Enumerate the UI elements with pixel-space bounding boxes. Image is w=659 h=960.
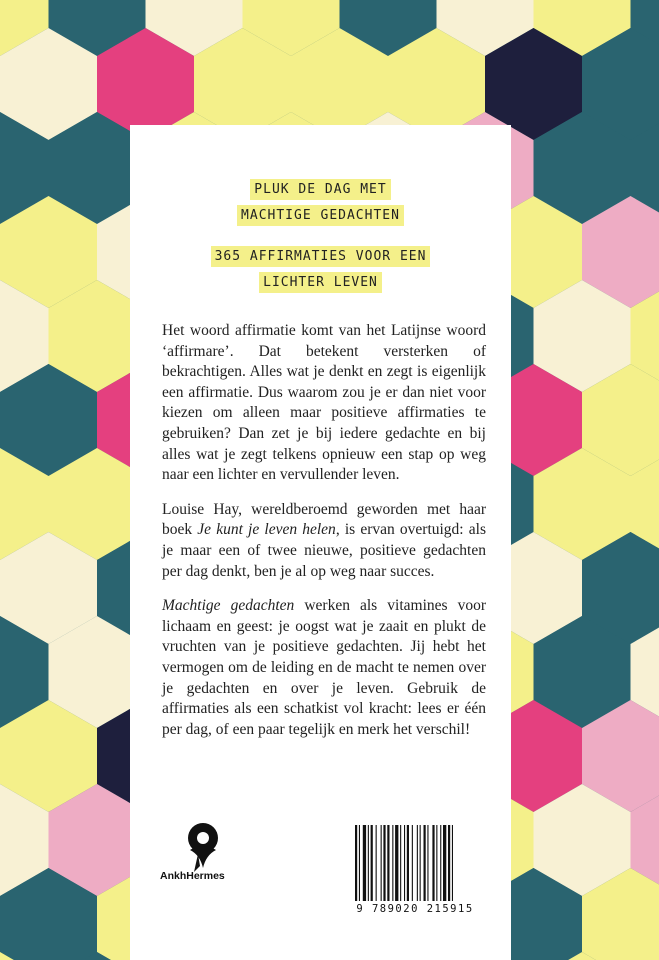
barcode [351,825,491,901]
barcode-bar [395,825,398,901]
barcode-bar [387,825,389,901]
barcode-bar [424,825,426,901]
barcode-bar [432,825,434,901]
barcode-bar [392,825,393,901]
book-title-reference: Je kunt je leven helen [197,521,336,539]
blurb-text [162,321,486,754]
barcode-bar [363,825,366,901]
blurb-paragraph-1: Het woord affirmatie komt van het Latijnse woord ‘affirmare’. Dat betekent versterken of bekrachtigen. Alles wat je denkt en zegt is eigenlijk een affirmatie. Dus waarom zou je er dan niet voor kiezen om alleen maar positieve affirmaties te gebruiken? Dan zet je bij iedere gedachte en bij alles wat je zegt telkens opnieuw een stap op weg naar een lichter en vervullender leven. [162,322,486,484]
barcode-bar [420,825,421,901]
back-cover-text-panel [130,125,511,960]
subtitle-line-2-text: LICHTER LEVEN [259,272,382,293]
isbn-number: 9 789020 215915 [356,903,474,915]
blurb-paragraph-3 [162,596,486,740]
subtitle-line-1-text: 365 AFFIRMATIES VOOR EEN [211,246,431,267]
headline-line-1 [130,177,511,203]
subtitle-line-1 [130,244,511,270]
barcode-bar [412,825,413,901]
barcode-bar [452,825,453,901]
book-title-italic: Machtige gedachten [162,597,295,615]
barcode-bar [400,825,401,901]
barcode-bar [355,825,357,901]
subtitle-line-2 [130,270,511,296]
blurb-p3-rest: werken als vitamines voor lichaam en geest: je oogst wat je zaait en plukt de vruchten van je positieve gedachten. Jij hebt het vermogen om de leiding en de macht te nemen over je gedachten en over je leven. Gebruik de affirmaties als een schatkist vol kracht: lees er één per dag, of een paar tegelijk en merk het verschil! [162,597,486,738]
barcode-bar [443,825,446,901]
barcode-bar [359,825,360,901]
blurb-p2-start: Louise Hay, wereldberoemd geworden met haar boek [162,500,486,539]
publisher-name: AnkhHermes [160,870,225,882]
barcode-bar [417,825,418,901]
barcode-bar [404,825,405,901]
barcode-bar [427,825,428,901]
barcode-bar [383,825,385,901]
headline-line-2 [130,203,511,229]
barcode-bar [407,825,409,901]
blurb-paragraph-2 [162,500,486,582]
barcode-bar [440,825,441,901]
barcode-bar [371,825,373,901]
barcode-bar [436,825,437,901]
barcode-bar [368,825,369,901]
headline-line-1-text: PLUK DE DAG MET [250,179,390,200]
headline-line-2-text: MACHTIGE GEDACHTEN [237,205,404,226]
blurb-p2-end: , is ervan overtuigd: als je maar een of twee nieuwe, positieve gedachten per dag denkt, ben je al op weg naar succes. [162,521,486,580]
barcode-bar [381,825,382,901]
barcode-bar [448,825,450,901]
barcode-bar [376,825,377,901]
